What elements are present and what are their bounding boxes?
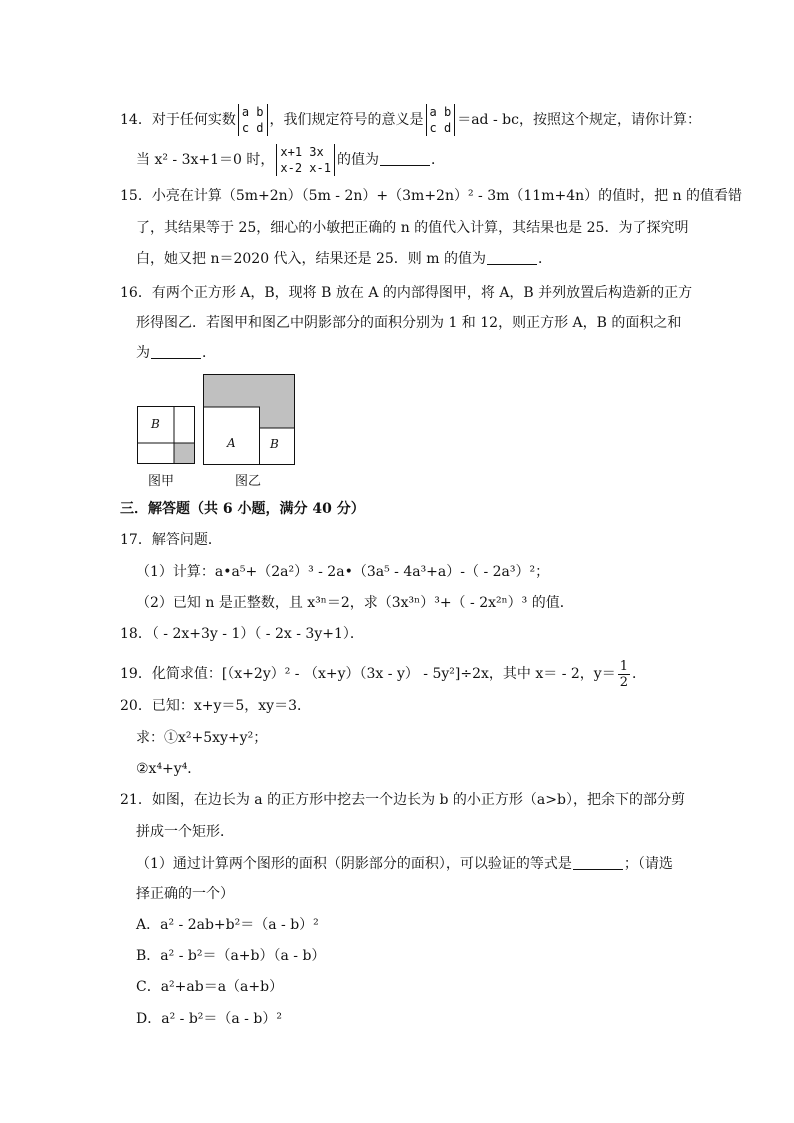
- figure-jia-label-b: B: [151, 417, 160, 431]
- figure-jia: [137, 406, 195, 464]
- q19-fraction-denominator: 2: [619, 674, 628, 690]
- figure-yi-label-b: B: [270, 437, 279, 451]
- q17-part2: （2）已知 n 是正整数，且 x³ⁿ＝2，求（3x³ⁿ）³+（ - 2x²ⁿ）³ 的值．: [136, 595, 574, 611]
- det-row: c d: [429, 121, 452, 135]
- q21-text-3a: （1）通过计算两个图形的面积（阴影部分的面积），可以验证的等式是: [136, 856, 572, 872]
- q14-determinant-expression: [276, 144, 335, 176]
- q16-number: 16．: [120, 285, 152, 301]
- det-row: x+1 3x: [280, 145, 324, 159]
- q14-determinant-symbol: [238, 104, 268, 136]
- figure-yi-label-a: A: [227, 436, 236, 450]
- section-3-title: 三．解答题（共 6 小题，满分 40 分）: [120, 501, 365, 517]
- q15-line3: [136, 249, 552, 269]
- q19-text: 化简求值：[（x+2y）² - （x+y）（3x - y） - 5y²]÷2x，其中 x＝ - 2，y＝: [151, 666, 616, 682]
- q15-text-3: 白，她又把 n＝2020 代入，结果还是 25．则 m 的值为: [136, 251, 486, 267]
- q16-text-2: 形得图乙．若图甲和图乙中阴影部分的面积分别为 1 和 12，则正方形 A，B 的面积之和: [136, 315, 682, 331]
- q14-answer-blank[interactable]: [380, 151, 430, 166]
- q14-line2: [136, 144, 445, 176]
- q21-number: 21．: [120, 792, 152, 808]
- q21-text-3b: ；（请选: [623, 856, 673, 872]
- q20-line3: ②x⁴+y⁴．: [136, 761, 202, 777]
- q15-number: 15．: [120, 188, 152, 204]
- q15-line2: [136, 218, 688, 238]
- q16-answer-blank[interactable]: [151, 344, 201, 359]
- q20-text-1: 已知：x+y＝5，xy＝3．: [151, 698, 311, 714]
- q14-text-2: ，我们规定符号的意义是: [269, 112, 424, 128]
- q19-fraction-numerator: 1: [619, 658, 628, 674]
- q17-line1: [120, 530, 222, 550]
- det-row: c d: [241, 121, 264, 135]
- q21-line1: [120, 790, 685, 810]
- q17-part1: （1）计算：a•a⁵+（2a²）³ - 2a•（3a⁵ - 4a³+a）-（ - 2a³）²；: [136, 564, 550, 580]
- figure-yi: [203, 374, 295, 465]
- q21-line3: [136, 854, 673, 874]
- q19-line: [120, 658, 646, 690]
- q21-text-1: 如图，在边长为 a 的正方形中挖去一个边长为 b 的小正方形（a>b），把余下的部分剪: [151, 792, 685, 808]
- q14-end: ．: [430, 152, 445, 168]
- q19-fraction: [618, 659, 630, 690]
- q15-line1: [120, 186, 742, 206]
- q15-answer-blank[interactable]: [487, 250, 537, 265]
- q20-line2: 求：①x²+5xy+y²；: [136, 730, 268, 746]
- q15-end: ．: [538, 251, 552, 267]
- q20-line1: [120, 696, 311, 716]
- q20-number: 20．: [120, 698, 152, 714]
- q16-line1: [120, 283, 692, 303]
- q18-line: [120, 624, 364, 644]
- q21-option-b[interactable]: B．a² - b²＝（a+b）（a - b）: [136, 948, 326, 964]
- q17-title: 解答问题．: [151, 532, 222, 548]
- q18-number: 18．: [120, 626, 152, 642]
- q17-number: 17．: [120, 532, 152, 548]
- q21-line4: 择正确的一个）: [136, 886, 234, 902]
- q16-line2: [136, 313, 681, 333]
- q16-end: ．: [202, 345, 216, 361]
- q19-number: 19．: [120, 666, 152, 682]
- figure-jia-caption: 图甲: [148, 474, 175, 489]
- det-row: a b: [241, 105, 264, 119]
- q16-line3: [136, 343, 216, 363]
- q16-text-1: 有两个正方形 A，B，现将 B 放在 A 的内部得图甲，将 A，B 并列放置后构造新的正方: [151, 285, 693, 301]
- det-row: x-2 x-1: [280, 161, 331, 175]
- q14-text-4: 当 x² - 3x+1＝0 时，: [136, 152, 275, 168]
- q21-option-a[interactable]: A．a² - 2ab+b²＝（a - b）²: [136, 917, 319, 933]
- q18-text: （ - 2x+3y - 1）（ - 2x - 3y+1）．: [151, 626, 364, 642]
- det-row: a b: [429, 105, 452, 119]
- q14-line1: [120, 104, 701, 136]
- q14-text-1: 对于任何实数: [151, 112, 236, 128]
- q15-text-1: 小亮在计算（5m+2n）（5m - 2n）+（3m+2n）² - 3m（11m+4n）的值时，把 n 的值看错: [151, 188, 743, 204]
- q16-text-3: 为: [136, 345, 150, 361]
- q19-end: ．: [631, 666, 646, 682]
- q21-option-d[interactable]: D．a² - b²＝（a - b）²: [136, 1011, 282, 1027]
- q14-text-3: ＝ad - bc，按照这个规定，请你计算：: [457, 112, 701, 128]
- q14-number: 14．: [120, 112, 152, 128]
- q14-text-5: 的值为: [336, 152, 379, 168]
- q15-text-2: 了，其结果等于 25，细心的小敏把正确的 n 的值代入计算，其结果也是 25．为了探究明: [136, 220, 689, 236]
- q21-option-c[interactable]: C．a²+ab＝a（a+b）: [136, 979, 284, 995]
- q21-answer-blank[interactable]: [573, 855, 623, 870]
- q14-determinant-definition: [426, 104, 456, 136]
- figure-yi-caption: 图乙: [235, 474, 262, 489]
- q21-line2: 拼成一个矩形．: [136, 824, 234, 840]
